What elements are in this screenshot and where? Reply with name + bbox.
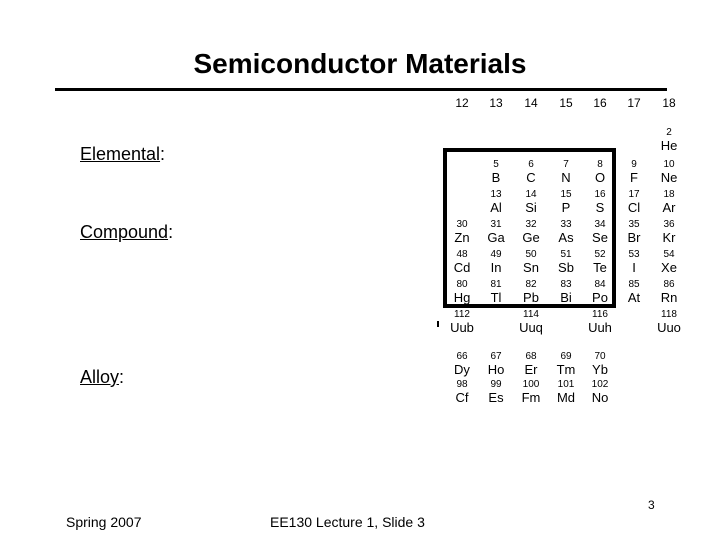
alloy-label-colon: :	[119, 367, 125, 387]
element-symbol: O	[594, 170, 606, 185]
element-number: 81	[490, 279, 502, 290]
element-symbol: At	[627, 290, 641, 305]
element-symbol: Ga	[487, 230, 505, 245]
element-symbol: Se	[592, 230, 608, 245]
slide-title: Semiconductor Materials	[193, 48, 527, 79]
element-number: 36	[663, 219, 675, 230]
element-symbol: Ne	[660, 170, 678, 185]
element-symbol: Sn	[523, 260, 539, 275]
element-symbol: He	[660, 138, 678, 153]
element-number: 32	[525, 219, 537, 230]
element-symbol: Md	[556, 390, 576, 405]
element-symbol: Kr	[662, 230, 676, 245]
element-symbol: Ho	[487, 362, 505, 377]
element-symbol: Xe	[661, 260, 677, 275]
alloy-label	[80, 367, 124, 388]
element-number: 16	[594, 189, 606, 200]
element-number: 100	[522, 379, 540, 390]
element-number: 33	[560, 219, 572, 230]
element-number: 116	[592, 309, 608, 320]
compound-label-text: Compound	[80, 222, 169, 242]
element-number: 67	[490, 351, 502, 362]
element-number: 5	[493, 159, 499, 170]
element-symbol: Ge	[522, 230, 540, 245]
element-symbol: B	[491, 170, 501, 185]
element-symbol: Uuh	[588, 320, 612, 335]
element-number: 18	[663, 189, 675, 200]
element-symbol: Tm	[556, 362, 576, 377]
elemental-label-colon: :	[160, 144, 166, 164]
element-number: 80	[456, 279, 468, 290]
element-symbol: No	[591, 390, 609, 405]
element-symbol: Te	[593, 260, 607, 275]
group-header: 14	[524, 96, 538, 110]
element-symbol: Ar	[662, 200, 676, 215]
element-number: 84	[594, 279, 606, 290]
element-number: 54	[663, 249, 675, 260]
element-number: 53	[628, 249, 640, 260]
elemental-label-text: Elemental	[80, 144, 161, 164]
element-number: 9	[631, 159, 637, 170]
element-number: 15	[560, 189, 572, 200]
element-number: 85	[628, 279, 640, 290]
element-number: 51	[560, 249, 572, 260]
element-number: 52	[594, 249, 606, 260]
element-number: 35	[628, 219, 640, 230]
alloy-label-text: Alloy	[80, 367, 120, 387]
element-number: 17	[628, 189, 640, 200]
element-number: 13	[490, 189, 502, 200]
element-symbol: Al	[490, 200, 502, 215]
element-number: 2	[666, 127, 672, 138]
element-number: 102	[591, 379, 609, 390]
element-number: 70	[594, 351, 606, 362]
element-symbol: Br	[627, 230, 641, 245]
element-number: 30	[456, 219, 468, 230]
element-number: 10	[663, 159, 675, 170]
element-symbol: Cd	[453, 260, 471, 275]
element-symbol: Po	[592, 290, 608, 305]
element-number: 50	[525, 249, 537, 260]
element-symbol: Tl	[490, 290, 502, 305]
group-header: 12	[455, 96, 469, 110]
element-symbol: Pb	[523, 290, 539, 305]
element-symbol: As	[558, 230, 574, 245]
element-number: 34	[594, 219, 606, 230]
element-symbol: S	[595, 200, 605, 215]
footer-date: Spring 2007	[66, 514, 142, 530]
element-number: 8	[597, 159, 603, 170]
element-symbol: P	[561, 200, 571, 215]
elemental-label	[80, 144, 165, 165]
element-symbol: Si	[525, 200, 537, 215]
compound-label	[80, 222, 173, 243]
element-number: 98	[456, 379, 468, 390]
element-symbol: Es	[488, 390, 504, 405]
element-number: 14	[525, 189, 537, 200]
element-number: 86	[663, 279, 675, 290]
element-number: 68	[525, 351, 537, 362]
element-number: 114	[523, 309, 539, 320]
element-number: 101	[557, 379, 575, 390]
element-symbol: Zn	[454, 230, 470, 245]
element-symbol: C	[526, 170, 536, 185]
element-symbol: N	[561, 170, 571, 185]
element-symbol: Uuq	[519, 320, 543, 335]
group-header: 18	[662, 96, 676, 110]
element-number: 49	[490, 249, 502, 260]
element-symbol: Bi	[560, 290, 572, 305]
element-number: 7	[563, 159, 569, 170]
element-symbol: Fm	[521, 390, 541, 405]
element-symbol: Yb	[592, 362, 608, 377]
footer-lecture: EE130 Lecture 1, Slide 3	[270, 514, 425, 530]
element-number: 112	[454, 309, 470, 320]
group-header: 16	[593, 96, 607, 110]
element-symbol: In	[490, 260, 502, 275]
element-number: 69	[560, 351, 572, 362]
element-number: 66	[456, 351, 468, 362]
element-symbol: Er	[524, 362, 538, 377]
element-symbol: Rn	[660, 290, 678, 305]
element-symbol: I	[632, 260, 636, 275]
element-symbol: Cl	[627, 200, 641, 215]
element-number: 6	[528, 159, 534, 170]
element-number: 83	[560, 279, 572, 290]
element-number: 82	[525, 279, 537, 290]
element-number: 48	[456, 249, 468, 260]
element-number: 118	[661, 309, 677, 320]
group-header: 17	[627, 96, 641, 110]
group-header: 15	[559, 96, 573, 110]
semiconductor-highlight-box	[445, 150, 614, 306]
element-number: 31	[490, 219, 502, 230]
row-edge-mark	[437, 321, 439, 327]
title-divider	[55, 88, 667, 91]
element-symbol: Uub	[450, 320, 474, 335]
element-symbol: F	[630, 170, 638, 185]
element-number: 99	[490, 379, 502, 390]
compound-label-colon: :	[168, 222, 174, 242]
group-header: 13	[489, 96, 503, 110]
element-symbol: Dy	[454, 362, 470, 377]
element-symbol: Cf	[455, 390, 469, 405]
element-symbol: Uuo	[657, 320, 681, 335]
element-symbol: Hg	[453, 290, 471, 305]
element-symbol: Sb	[558, 260, 574, 275]
page-number: 3	[648, 498, 655, 512]
